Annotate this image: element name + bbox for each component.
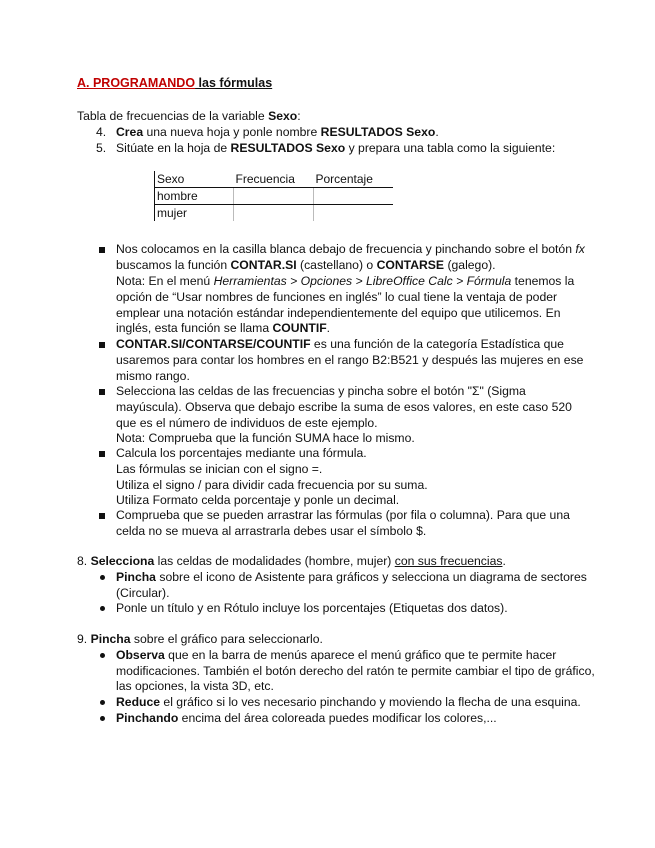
text-span: Nos colocamos en la casilla blanca debajo de frecuencia y pinchando sobre el botón <box>116 242 576 256</box>
square-bullet-icon <box>99 451 105 457</box>
step-bold: Pincha <box>116 570 156 584</box>
section-heading <box>77 75 272 91</box>
round-bullet-icon <box>100 575 105 580</box>
step-text: Sitúate en la hoja de <box>116 141 231 155</box>
bullet-text <box>116 241 585 257</box>
bullet-text: Nota: Comprueba que la función SUMA hace lo mismo. <box>116 431 415 445</box>
text-span: tenemos la <box>511 274 575 288</box>
table-header-cell: Frecuencia <box>234 171 314 188</box>
round-bullet-icon <box>100 716 105 721</box>
fx-label: fx <box>575 242 585 256</box>
step-text: una nueva hoja y ponle nombre <box>143 125 321 139</box>
step-text: y prepara una tabla como la siguiente: <box>345 141 556 155</box>
step-bold: Crea <box>116 125 144 139</box>
step-text: . <box>502 554 506 568</box>
table-cell <box>314 205 394 222</box>
bullet-text: opción de “Usar nombres de funciones en inglés” lo cual tiene la ventaja de poder <box>116 290 558 304</box>
bullet-text <box>116 569 587 585</box>
bullet-text: Ponle un título y en Rótulo incluye los porcentajes (Etiquetas dos datos). <box>116 601 508 615</box>
step-bold: Pinchando <box>116 711 179 725</box>
round-bullet-icon <box>100 653 105 658</box>
bullet-text <box>116 273 574 289</box>
square-bullet-icon <box>99 513 105 519</box>
intro-suffix: : <box>297 109 301 123</box>
intro-text: Tabla de frecuencias de la variable <box>77 109 269 123</box>
frequency-table <box>154 171 393 221</box>
table-header-cell: Sexo <box>155 171 234 188</box>
square-bullet-icon <box>99 389 105 395</box>
intro-bold: Sexo <box>268 109 298 123</box>
bullet-text: usaremos para contar los hombres en el rango B2:B521 y después las mujeres en ese <box>116 353 584 367</box>
bullet-text: Utiliza el signo / para dividir cada frecuencia por su suma. <box>116 478 428 492</box>
text-span: (castellano) o <box>296 258 377 272</box>
bullet-text <box>116 257 496 273</box>
table-header-row <box>155 171 394 188</box>
bullet-text: celda no se mueva al arrastrarla debes usar el símbolo $. <box>116 524 427 538</box>
step-bold: Reduce <box>116 695 161 709</box>
table-row <box>155 205 394 222</box>
bullet-text: modificaciones. También el botón derecho del ratón te permite cambiar el tipo de gráfico, <box>116 664 595 678</box>
bullet-text: Selecciona las celdas de las frecuencias y pincha sobre el botón "Σ" (Sigma <box>116 384 526 398</box>
bullet-text: Las fórmulas se inician con el signo =. <box>116 462 323 476</box>
step-text: las celdas de modalidades (hombre, mujer) <box>154 554 395 568</box>
text-span: Nota: En el menú <box>116 274 214 288</box>
square-bullet-icon <box>99 247 105 253</box>
step-text: sobre el gráfico para seleccionarlo. <box>130 632 323 646</box>
table-cell <box>314 188 394 205</box>
step-number: 4. <box>96 125 107 139</box>
table-cell: hombre <box>155 188 234 205</box>
bullet-text <box>116 320 330 336</box>
underlined-text: con sus frecuencias <box>394 554 503 568</box>
function-name: CONTAR.SI/CONTARSE/COUNTIF <box>116 337 311 351</box>
bullet-text <box>116 710 497 726</box>
text-span: sobre el icono de Asistente para gráficos y selecciona un diagrama de sectores <box>155 570 587 584</box>
round-bullet-icon <box>100 700 105 705</box>
table-cell <box>234 205 314 222</box>
function-name: CONTAR.SI <box>230 258 297 272</box>
round-bullet-icon <box>100 606 105 611</box>
function-name: CONTARSE <box>376 258 445 272</box>
text-span: es una función de la categoría Estadística que <box>310 337 564 351</box>
step-4-text <box>116 124 439 140</box>
bullet-text <box>116 694 581 710</box>
step-9-line <box>77 631 323 647</box>
text-span: (galego). <box>444 258 496 272</box>
text-span: encima del área coloreada puedes modificar los colores,... <box>178 711 497 725</box>
step-number: 9. <box>77 632 91 646</box>
step-bold: RESULTADOS Sexo <box>230 141 346 155</box>
text-span: . <box>326 321 331 335</box>
bullet-text: Calcula los porcentajes mediante una fórmula. <box>116 446 367 460</box>
bullet-text: que es el número de individuos de este ejemplo. <box>116 416 378 430</box>
bullet-text: emplear una notación estándar independientemente del equipo que utilicemos. En <box>116 306 561 320</box>
bullet-text <box>116 336 564 352</box>
intro-line <box>77 108 301 124</box>
bullet-text <box>116 647 556 663</box>
function-name: COUNTIF <box>272 321 327 335</box>
heading-title: las fórmulas <box>195 76 273 90</box>
table-row <box>155 188 394 205</box>
bullet-text: Comprueba que se pueden arrastrar las fórmulas (por fila o columna). Para que una <box>116 508 570 522</box>
text-span: buscamos la función <box>116 258 231 272</box>
bullet-text: las opciones, la vista 3D, etc. <box>116 679 274 693</box>
step-bold: Observa <box>116 648 165 662</box>
heading-prefix: A. PROGRAMANDO <box>77 76 196 90</box>
step-bold: RESULTADOS Sexo <box>320 125 436 139</box>
step-text: . <box>435 125 439 139</box>
step-bold: Selecciona <box>90 554 155 568</box>
bullet-text: mayúscula). Observa que debajo escribe la suma de esos valores, en este caso 520 <box>116 400 572 414</box>
step-number: 8. <box>77 554 91 568</box>
bullet-text: (Circular). <box>116 586 170 600</box>
bullet-text: Utiliza Formato celda porcentaje y ponle un decimal. <box>116 493 400 507</box>
step-number: 5. <box>96 141 107 155</box>
text-span: que en la barra de menús aparece el menú gráfico que te permite hacer <box>164 648 557 662</box>
bullet-text: mismo rango. <box>116 369 190 383</box>
step-bold: Pincha <box>90 632 131 646</box>
square-bullet-icon <box>99 342 105 348</box>
step-8-line <box>77 553 506 569</box>
text-span: el gráfico si lo ves necesario pinchando y moviendo la flecha de una esquina. <box>160 695 581 709</box>
table-header-cell: Porcentaje <box>314 171 394 188</box>
step-5-text <box>116 140 555 156</box>
text-span: inglés, esta función se llama <box>116 321 273 335</box>
table-cell <box>234 188 314 205</box>
table-cell: mujer <box>155 205 234 222</box>
menu-path: Herramientas > Opciones > LibreOffice Calc > Fórmula <box>213 274 512 288</box>
